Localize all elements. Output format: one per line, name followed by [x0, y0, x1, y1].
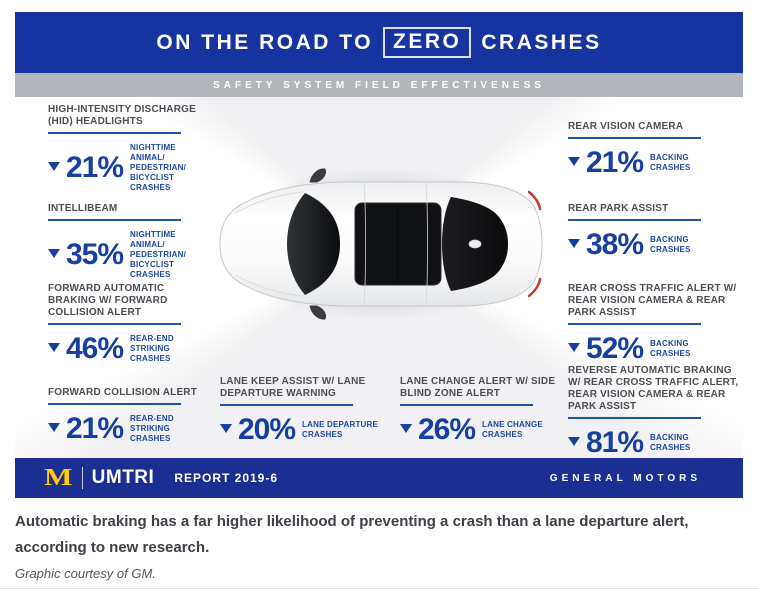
triangle-down-icon	[48, 343, 60, 352]
stat-label: LANE CHANGE CRASHES	[482, 420, 543, 439]
triangle-down-icon	[48, 249, 60, 258]
stat-divider	[48, 323, 181, 325]
stat-reverse-automatic-braking	[568, 365, 740, 458]
stat-rear-cross-traffic-alert	[568, 283, 740, 364]
stat-label: REAR-END STRIKING CRASHES	[130, 334, 174, 363]
caption-text: Automatic braking has a far higher likelihood of preventing a crash than a lane departure alert, according to new research.	[15, 513, 689, 556]
header-bar	[15, 12, 743, 73]
triangle-down-icon	[220, 424, 232, 433]
stat-percent: 21%	[586, 146, 644, 179]
stat-percent: 20%	[238, 413, 296, 446]
stat-divider	[568, 219, 701, 221]
stat-hid-headlights	[48, 104, 203, 193]
stat-lane-change-alert	[400, 376, 565, 445]
logo-divider	[82, 467, 83, 489]
stat-title: LANE CHANGE ALERT W/ SIDE BLIND ZONE ALERT	[400, 376, 556, 399]
stat-divider	[48, 403, 181, 405]
stat-label: BACKING CRASHES	[650, 153, 691, 172]
stat-divider	[220, 404, 353, 406]
stat-percent: 21%	[66, 412, 124, 445]
stat-divider	[568, 417, 701, 419]
car-svg	[213, 165, 547, 325]
stat-title: REVERSE AUTOMATIC BRAKING W/ REAR CROSS TRAFFIC ALERT, REAR VISION CAMERA & REAR PARK ASSIST	[568, 365, 739, 412]
title-post: CRASHES	[481, 30, 602, 54]
stat-divider	[568, 137, 701, 139]
stat-percent: 26%	[418, 413, 476, 446]
stat-title: REAR VISION CAMERA	[568, 121, 684, 132]
report-number: REPORT 2019-6	[174, 471, 279, 485]
stat-intellibeam	[48, 203, 203, 280]
stat-label: NIGHTTIME ANIMAL/ PEDESTRIAN/ BICYCLIST CRASHES	[130, 143, 187, 192]
triangle-down-icon	[568, 437, 580, 446]
diagram-canvas	[15, 97, 743, 458]
stat-percent: 38%	[586, 228, 644, 261]
triangle-down-icon	[568, 343, 580, 352]
triangle-down-icon	[568, 157, 580, 166]
michigan-block-m-logo-icon: M	[44, 465, 73, 491]
stat-label: BACKING CRASHES	[650, 433, 691, 452]
stat-rear-park-assist	[568, 203, 740, 260]
zero-box: ZERO	[383, 27, 471, 58]
title-pre: ON THE ROAD TO	[156, 30, 374, 54]
stat-label: REAR-END STRIKING CRASHES	[130, 414, 174, 443]
stat-divider	[48, 219, 181, 221]
triangle-down-icon	[400, 424, 412, 433]
triangle-down-icon	[48, 162, 60, 171]
stat-title: REAR CROSS TRAFFIC ALERT W/ REAR VISION CAMERA & REAR PARK ASSIST	[568, 283, 737, 318]
stat-title: FORWARD AUTOMATIC BRAKING W/ FORWARD COLLISION ALERT	[48, 283, 168, 318]
umtri-wordmark: UMTRI	[91, 467, 155, 488]
stat-title: INTELLIBEAM	[48, 203, 118, 214]
stat-percent: 81%	[586, 426, 644, 458]
stat-title: FORWARD COLLISION ALERT	[48, 387, 198, 398]
stat-percent: 52%	[586, 332, 644, 365]
stat-divider	[48, 132, 181, 134]
stat-label: NIGHTTIME ANIMAL/ PEDESTRIAN/ BICYCLIST CRASHES	[130, 230, 187, 279]
footer-bar	[15, 458, 743, 498]
infographic	[15, 12, 743, 498]
stat-title: REAR PARK ASSIST	[568, 203, 669, 214]
stat-title: HIGH-INTENSITY DISCHARGE (HID) HEADLIGHTS	[48, 104, 196, 127]
stat-forward-collision-alert	[48, 387, 203, 444]
trunk-emblem	[469, 240, 481, 248]
stat-percent: 35%	[66, 238, 124, 271]
stat-percent: 21%	[66, 151, 124, 184]
stat-lane-keep-assist	[220, 376, 385, 445]
subtitle-text: SAFETY SYSTEM FIELD EFFECTIVENESS	[213, 79, 545, 91]
subtitle-bar	[15, 73, 743, 97]
bottom-separator	[0, 588, 758, 589]
stat-label: BACKING CRASHES	[650, 235, 691, 254]
infographic-title	[156, 27, 601, 58]
stat-rear-vision-camera	[568, 121, 740, 178]
stat-percent: 46%	[66, 332, 124, 365]
stat-forward-automatic-braking	[48, 283, 203, 364]
triangle-down-icon	[568, 239, 580, 248]
stat-title: LANE KEEP ASSIST W/ LANE DEPARTURE WARNING	[220, 376, 366, 399]
stat-divider	[400, 404, 533, 406]
stat-label: BACKING CRASHES	[650, 339, 691, 358]
triangle-down-icon	[48, 423, 60, 432]
stat-divider	[568, 323, 701, 325]
credit-text: Graphic courtesy of GM.	[15, 566, 156, 581]
car-top-view-illustration	[213, 165, 547, 325]
general-motors-wordmark: GENERAL MOTORS	[549, 472, 701, 484]
stat-label: LANE DEPARTURE CRASHES	[302, 420, 379, 439]
